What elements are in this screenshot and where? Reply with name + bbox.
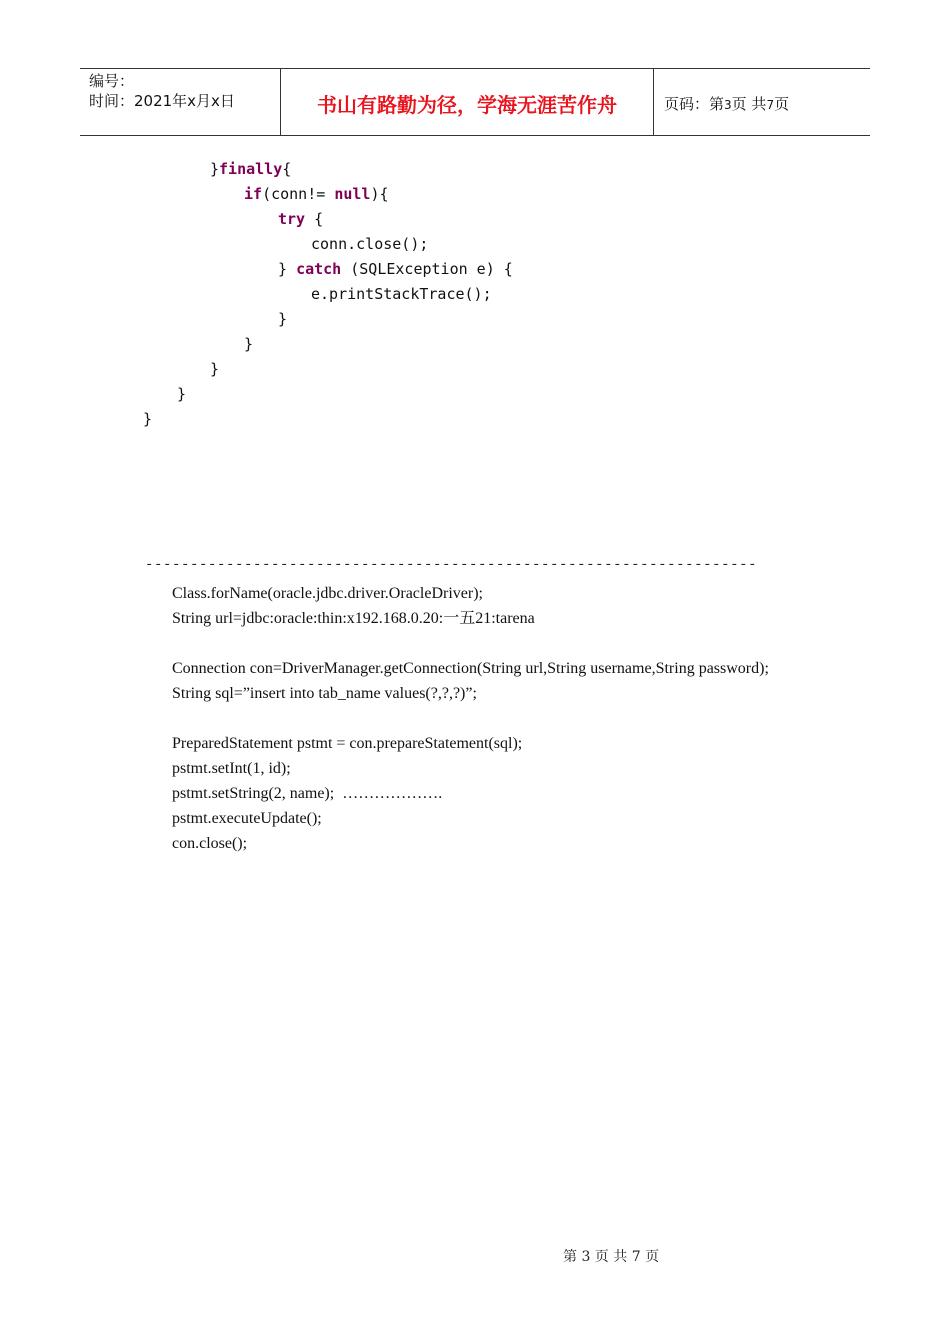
- header-page-cell: [654, 69, 870, 135]
- code-line: [210, 157, 291, 182]
- page-info: [664, 93, 789, 114]
- body-line: Connection con=DriverManager.getConnection(String url,String username,String password);: [172, 660, 769, 677]
- page-info-prefix: 页码：第: [664, 95, 725, 113]
- page-info-mid: 页 共: [731, 95, 767, 113]
- code-keyword: if: [244, 185, 263, 203]
- code-line: [278, 257, 513, 282]
- code-token: {: [282, 160, 292, 178]
- motto-text: 书山有路勤为径，学海无涯苦作舟: [317, 93, 617, 117]
- page-footer: 第 3 页 共 7 页: [563, 1249, 660, 1265]
- code-line: }: [143, 410, 153, 428]
- code-keyword: try: [278, 210, 306, 228]
- body-line: con.close();: [172, 835, 248, 852]
- header-motto-cell: [281, 69, 654, 135]
- code-line: [244, 182, 389, 207]
- body-line: pstmt.executeUpdate();: [172, 810, 322, 827]
- code-line: e.printStackTrace();: [311, 285, 492, 303]
- page-info-suffix: 页: [774, 95, 790, 113]
- code-token: {: [305, 210, 324, 228]
- code-line: }: [177, 385, 187, 403]
- code-keyword: catch: [296, 260, 342, 278]
- body-line: String sql=”insert into tab_name values(?,?,?)”;: [172, 685, 477, 702]
- dashed-divider: --------------------------------------------------------------------: [145, 557, 758, 573]
- code-token: ){: [370, 185, 389, 203]
- body-line: String url=jdbc:oracle:thin:x192.168.0.20:一五21:tarena: [172, 610, 535, 627]
- time-label: 时间：2021年x月x日: [89, 92, 235, 110]
- code-line: conn.close();: [311, 235, 429, 253]
- code-token: (SQLException e) {: [341, 260, 513, 278]
- code-line: }: [278, 310, 288, 328]
- code-token: (conn!=: [262, 185, 335, 203]
- page-info-total: 7: [766, 98, 775, 112]
- body-line: pstmt.setString(2, name); ……………….: [172, 785, 443, 802]
- page-header: [80, 68, 870, 136]
- body-line: Class.forName(oracle.jdbc.driver.OracleDriver);: [172, 585, 483, 602]
- code-line: [278, 207, 323, 232]
- code-token: }: [278, 260, 297, 278]
- code-line: }: [210, 360, 220, 378]
- body-line: pstmt.setInt(1, id);: [172, 760, 291, 777]
- code-keyword: finally: [219, 160, 283, 178]
- page-info-current: 3: [724, 98, 732, 112]
- header-meta-cell: [80, 69, 281, 135]
- code-token: }: [210, 160, 220, 178]
- code-keyword: null: [334, 185, 371, 203]
- code-line: }: [244, 335, 254, 353]
- number-label: 编号：: [89, 72, 135, 90]
- body-line: PreparedStatement pstmt = con.prepareStatement(sql);: [172, 735, 523, 752]
